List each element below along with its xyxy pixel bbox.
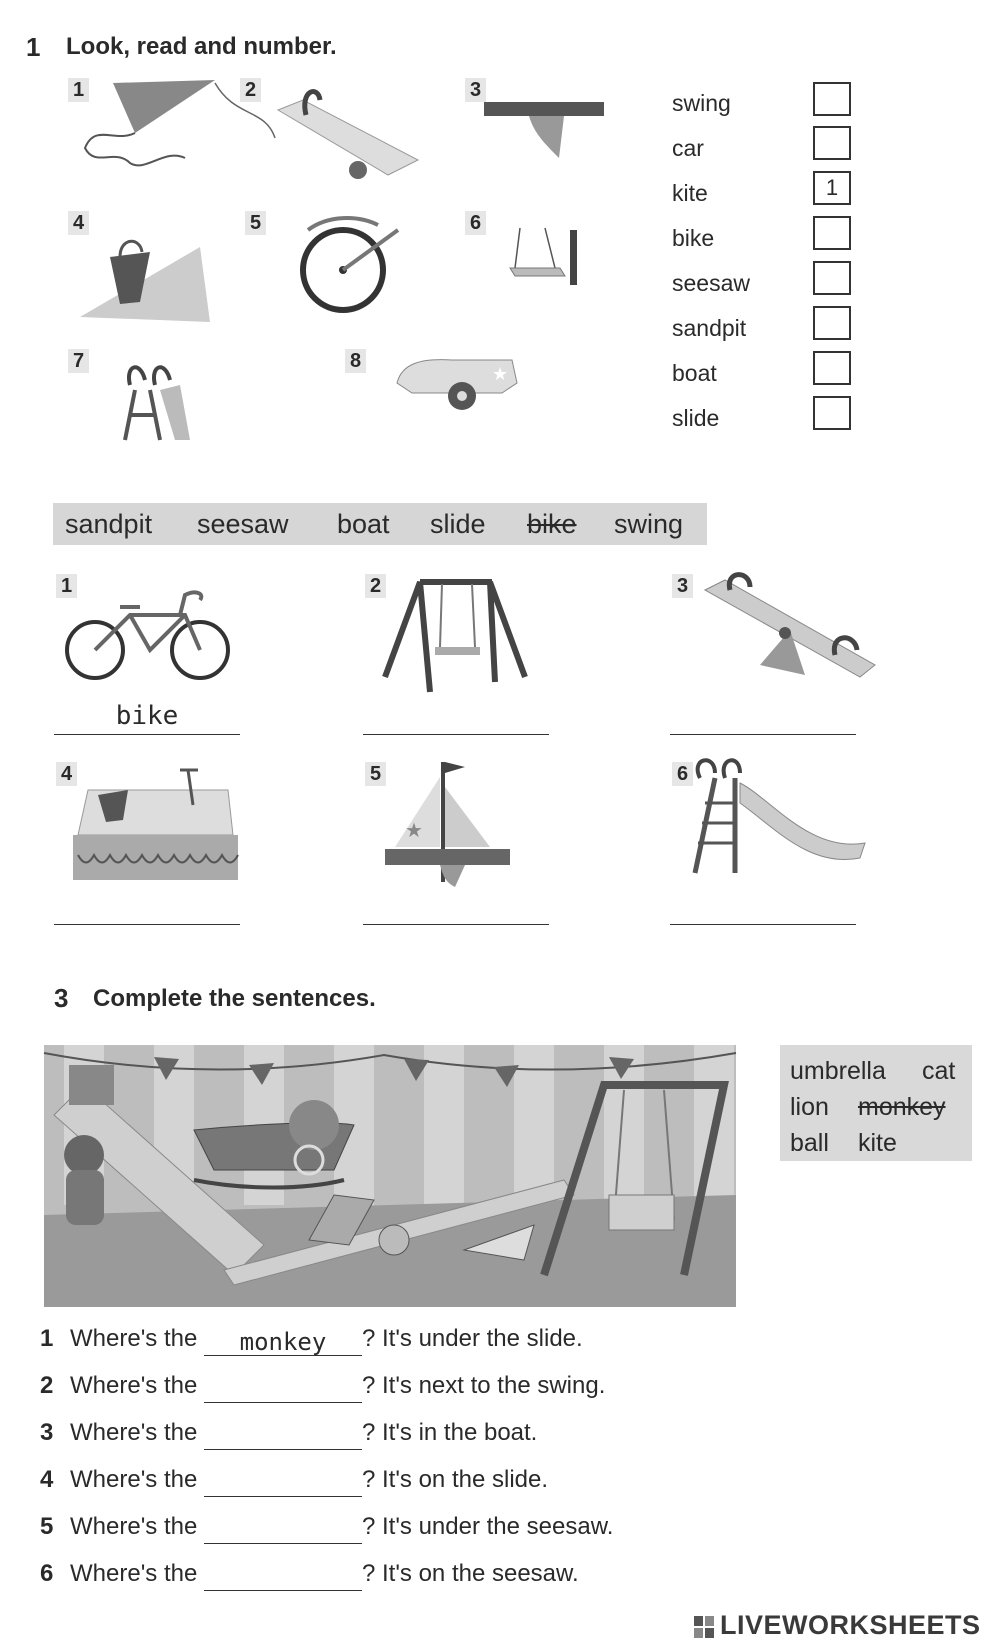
bank-word-used: monkey — [858, 1093, 946, 1121]
answer-box[interactable] — [813, 82, 851, 116]
sentence-suffix: ? It's in the boat. — [361, 1419, 538, 1446]
sentence — [40, 1463, 548, 1497]
s1-pic-number: 6 — [465, 211, 486, 235]
bank-word: sandpit — [65, 509, 153, 539]
answer-line[interactable] — [363, 698, 549, 735]
s2-pic-number: 4 — [56, 762, 77, 786]
liveworksheets-logo-icon — [694, 1616, 716, 1640]
section1-title: Look, read and number. — [66, 33, 337, 60]
bank-word-used: bike — [527, 509, 577, 539]
boat-picture — [484, 98, 609, 158]
answer-box[interactable]: 1 — [813, 171, 851, 205]
answer-line[interactable] — [670, 698, 856, 735]
bank-word: seesaw — [197, 509, 289, 539]
answer-line[interactable]: bike — [54, 698, 240, 735]
sentence-prefix: Where's the — [70, 1466, 198, 1493]
s1-pic-number: 3 — [465, 78, 486, 102]
slide-picture — [120, 355, 200, 445]
word-boat: boat — [672, 360, 717, 386]
sentence-blank[interactable] — [204, 1468, 362, 1497]
answer-line[interactable] — [670, 888, 856, 925]
sentence — [40, 1369, 605, 1403]
s1-pic-number: 2 — [240, 78, 261, 102]
s1-pic-number: 8 — [345, 349, 366, 373]
sentence — [40, 1557, 579, 1591]
word-car: car — [672, 135, 704, 161]
word-sandpit: sandpit — [672, 315, 747, 341]
answer-box[interactable] — [813, 216, 851, 250]
sentence — [40, 1322, 583, 1356]
word-kite: kite — [672, 180, 708, 206]
svg-text:★: ★ — [492, 364, 509, 385]
answer-line[interactable] — [363, 888, 549, 925]
bank-word: boat — [337, 509, 390, 539]
s2-pic-number: 6 — [672, 762, 693, 786]
sentence-suffix: ? It's on the seesaw. — [361, 1560, 579, 1587]
seesaw-picture — [278, 80, 418, 180]
sandpit-picture — [68, 760, 238, 885]
kite-picture — [75, 78, 220, 173]
sentence-prefix: Where's the — [70, 1560, 198, 1587]
s1-pic-number: 1 — [68, 78, 89, 102]
bank-word: kite — [858, 1129, 897, 1157]
seesaw-picture — [705, 575, 875, 685]
sentence-blank[interactable] — [204, 1562, 362, 1591]
word-slide: slide — [672, 405, 720, 431]
playground-scene — [44, 1045, 736, 1307]
sentence-number: 2 — [40, 1372, 54, 1399]
bike-picture — [298, 210, 408, 320]
boat-picture — [385, 757, 510, 887]
sentence-number: 3 — [40, 1419, 54, 1446]
sentence-suffix: ? It's next to the swing. — [361, 1372, 606, 1399]
bank-word: cat — [922, 1057, 956, 1085]
svg-text:★: ★ — [405, 818, 423, 842]
bike-picture — [60, 585, 235, 680]
answer-box[interactable] — [813, 261, 851, 295]
s1-pic-number: 7 — [68, 349, 89, 373]
word-bike: bike — [672, 225, 715, 251]
sentence-blank[interactable] — [204, 1515, 362, 1544]
answer-box[interactable] — [813, 351, 851, 385]
s2-pic-number: 2 — [365, 574, 386, 598]
sentence-prefix: Where's the — [70, 1513, 198, 1540]
sentence-blank[interactable]: monkey — [204, 1327, 362, 1356]
sentence-blank[interactable] — [204, 1374, 362, 1403]
answer-line[interactable] — [54, 888, 240, 925]
answer-box[interactable] — [813, 306, 851, 340]
section2-word-bank — [53, 503, 707, 545]
answer-box[interactable] — [813, 396, 851, 430]
sentence-suffix: ? It's on the slide. — [361, 1466, 549, 1493]
section1-number: 1 — [26, 32, 41, 62]
section3-number: 3 — [54, 983, 69, 1013]
bank-word: lion — [790, 1093, 829, 1121]
section3-word-bank — [780, 1045, 972, 1161]
swing-picture — [380, 572, 530, 697]
section3-title: Complete the sentences. — [93, 985, 376, 1012]
sentence — [40, 1416, 537, 1450]
swing-picture — [510, 228, 590, 288]
sentence-suffix: ? It's under the slide. — [361, 1325, 583, 1352]
sentence-blank[interactable] — [204, 1421, 362, 1450]
bank-word: umbrella — [790, 1057, 886, 1085]
sandpit-picture — [80, 222, 210, 322]
answer-box[interactable] — [813, 126, 851, 160]
sentence-number: 1 — [40, 1325, 54, 1352]
s1-pic-number: 5 — [245, 211, 266, 235]
s2-pic-number: 1 — [56, 574, 77, 598]
word-seesaw: seesaw — [672, 270, 750, 296]
bank-word: ball — [790, 1129, 829, 1157]
sentence — [40, 1510, 613, 1544]
word-swing: swing — [672, 90, 731, 116]
s2-pic-number: 3 — [672, 574, 693, 598]
sentence-number: 5 — [40, 1513, 54, 1540]
sentence-prefix: Where's the — [70, 1419, 198, 1446]
sentence-suffix: ? It's under the seesaw. — [361, 1513, 614, 1540]
sentence-number: 4 — [40, 1466, 54, 1493]
sentence-prefix: Where's the — [70, 1325, 198, 1352]
sentence-prefix: Where's the — [70, 1372, 198, 1399]
s1-pic-number: 4 — [68, 211, 89, 235]
liveworksheets-logo: LIVEWORKSHEETS — [720, 1610, 981, 1640]
bank-word: swing — [614, 509, 684, 539]
slide-picture — [690, 758, 865, 878]
sentence-number: 6 — [40, 1560, 54, 1587]
car-picture — [392, 348, 522, 418]
s2-pic-number: 5 — [365, 762, 386, 786]
bank-word: slide — [430, 509, 486, 539]
